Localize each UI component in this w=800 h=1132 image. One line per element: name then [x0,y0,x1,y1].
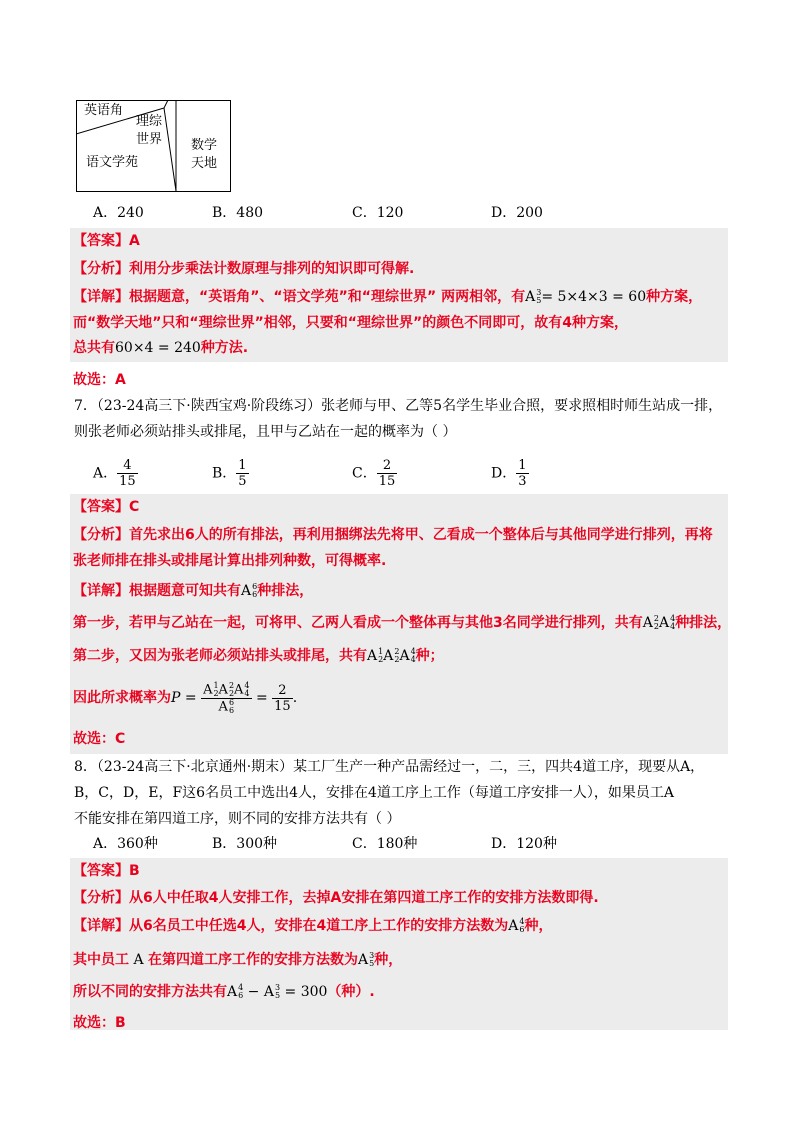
q7-result-num: 2 [272,683,293,699]
q8-detail3-suffix: （种）. [327,984,375,1000]
q7-c-num: 2 [377,458,398,474]
q8-perm-a53: A 3 5 [358,951,375,968]
q7-answer: 【答案】C [73,499,140,515]
q8-answer: 【答案】B [73,863,140,879]
q7-a-num: 4 [117,458,138,474]
q6-detail3-prefix: 总共有 [73,340,115,356]
q6-option-b: B．480 [212,205,264,221]
q7-detail1-suffix: 种排法， [257,583,314,599]
q8-detail2-mid: 在第四道工序工作的安排方法数为 [148,952,359,968]
q7-choose: 故选：C [73,731,126,747]
q8-detail2-prefix: 其中员工 [73,952,129,968]
q7-perm-a21a22a44: A 1 2 A 2 2 A 4 4 [367,647,416,664]
q6-detail-line1 [73,287,702,307]
q7-option-c-letter: C． [352,465,377,482]
q8-worker-a: A [129,952,149,968]
q8-option-d: D．120种 [491,836,557,852]
q7-option-d [491,458,529,489]
q6-option-a: A．240 [93,205,144,221]
region-math-line1: 数学 [191,138,218,153]
q7-d-num: 1 [518,458,527,473]
q8-perm-diff: A 4 6 − A 3 5 [227,983,281,1000]
q7-c-den: 15 [378,474,396,489]
q7-d-den: 3 [518,474,527,489]
q6-detail-suffix: 种方案， [646,289,703,305]
q7-option-b [212,458,249,489]
q6-detail3-suffix: 种方法. [200,340,249,356]
q7-prob-equals: = [251,690,273,706]
q7-step2-suffix: 种； [415,648,444,664]
q6-detail-formula: = 5×4×3 = 60 [541,289,647,305]
region-chinese-garden: 语文学苑 [86,155,139,170]
q7-prob-fraction [201,682,251,715]
region-science-line2: 世界 [136,132,163,147]
q8-option-a: A．360种 [93,836,158,852]
q6-detail-prefix: 【详解】根据题意，“英语角”、“语文学苑”和“理综世界” 两两相邻，有 [73,289,526,305]
q8-solution-band [70,858,728,1030]
q8-option-b: B．300种 [212,836,278,852]
region-diagram [76,100,231,192]
region-science-line1: 理综 [136,114,163,129]
q8-detail1-suffix: 种， [524,918,553,934]
q7-step1 [73,613,731,633]
q7-step1-suffix: 种排法， [675,615,732,631]
q8-perm-a64: A 4 6 [508,917,525,934]
q7-result-den: 15 [274,698,291,714]
q7-detail-line1 [73,581,313,601]
q7-b-den: 5 [238,474,247,489]
q8-detail3-prefix: 所以不同的安排方法共有 [73,984,227,1000]
q8-option-c: C．180种 [352,836,418,852]
q7-option-b-fraction [236,458,248,489]
q7-a-den: 15 [119,474,136,489]
region-math-line2: 天地 [191,156,218,171]
q8-detail3-formula: = 300 [284,984,328,1000]
q7-probability: 因此所求概率为P = A 1 2 A 2 2 A 4 4 A 6 6 = $\frac{2}{15}$ . [73,680,298,715]
q7-b-num: 1 [238,458,247,473]
q8-stem-line3: 不能安排在第四道工序，则不同的安排方法共有（ ） [74,811,401,827]
q7-analysis-line1: 【分析】首先求出6人的所有排法，再利用捆绑法先将甲、乙看成一个整体后与其他同学进行排列，再将 [73,527,713,543]
q7-option-d-letter: D． [491,465,517,482]
q6-answer: 【答案】A [73,233,140,249]
q6-detail3-formula: 60×4 = 240 [115,340,201,356]
q7-perm-a22a44: A 2 2 A 4 4 [642,614,676,631]
q7-option-a [93,458,138,489]
q8-detail-line3 [73,982,375,1002]
q7-option-c-fraction [377,458,398,489]
q7-step1-prefix: 第一步，若甲与乙站在一起，可将甲、乙两人看成一个整体再与其他3名同学进行排列，共有 [73,615,643,631]
q6-option-d: D．200 [491,205,543,221]
q7-analysis-line2: 张老师排在排头或排尾计算出排列种数，可得概率. [73,553,387,569]
q7-stem-line1: 7．（23-24高三下·陕西宝鸡·阶段练习）张老师与甲、乙等5名学生毕业合照，要求照相时师生站成一排， [74,398,723,414]
q6-perm-a53: A 3 5 [525,288,542,305]
q7-step2 [73,646,444,666]
q7-perm-a66: A 6 6 [241,582,258,599]
q7-step2-prefix: 第二步，又因为张老师必须站排头或排尾，共有 [73,648,367,664]
q7-option-a-fraction [117,458,138,489]
q7-option-a-letter: A． [93,465,118,482]
q6-option-c: C．120 [352,205,404,221]
q6-detail-line3 [73,338,248,358]
q8-detail-line2 [73,950,402,970]
q8-detail-line1 [73,916,552,936]
q7-prob-prefix: 因此所求概率为 [73,690,171,706]
q6-detail-line2: 而“数学天地”只和“理综世界”相邻，只要和“理综世界”的颜色不同即可，故有4种方案， [73,315,628,331]
q8-stem-line1: 8．（23-24高三下·北京通州·期末）某工厂生产一种产品需经过一，二，三，四共4道工序，现要从A， [74,759,705,775]
q7-stem-line2: 则张老师必须站排头或排尾，且甲与乙站在一起的概率为（ ） [74,424,457,440]
q7-option-d-fraction [516,458,528,489]
q8-choose: 故选：B [73,1015,126,1031]
q7-option-c [352,458,397,489]
q7-prob-denominator: A 6 6 [218,697,235,715]
q8-detail2-suffix: 种， [374,952,403,968]
q7-prob-numerator: A 1 2 A 2 2 A 4 4 [203,680,250,698]
q6-choose: 故选：A [73,372,126,388]
q7-prob-result [272,683,293,714]
q7-detail1-prefix: 【详解】根据题意可知共有 [73,583,241,599]
region-english-corner: 英语角 [84,103,124,118]
q7-prob-symbol: P = [171,690,202,706]
q6-analysis: 【分析】利用分步乘法计数原理与排列的知识即可得解. [73,261,415,277]
q7-option-b-letter: B． [212,465,237,482]
q8-stem-line2: B，C，D，E，F这6名员工中选出4人，安排在4道工序上工作（每道工序安排一人），如果员工A [74,785,674,801]
q8-detail1-prefix: 【详解】从6名员工中任选4人，安排在4道工序上工作的安排方法数为 [73,918,509,934]
q8-analysis: 【分析】从6人中任取4人安排工作，去掉A安排在第四道工序工作的安排方法数即得. [73,890,599,906]
q7-options [0,452,800,488]
